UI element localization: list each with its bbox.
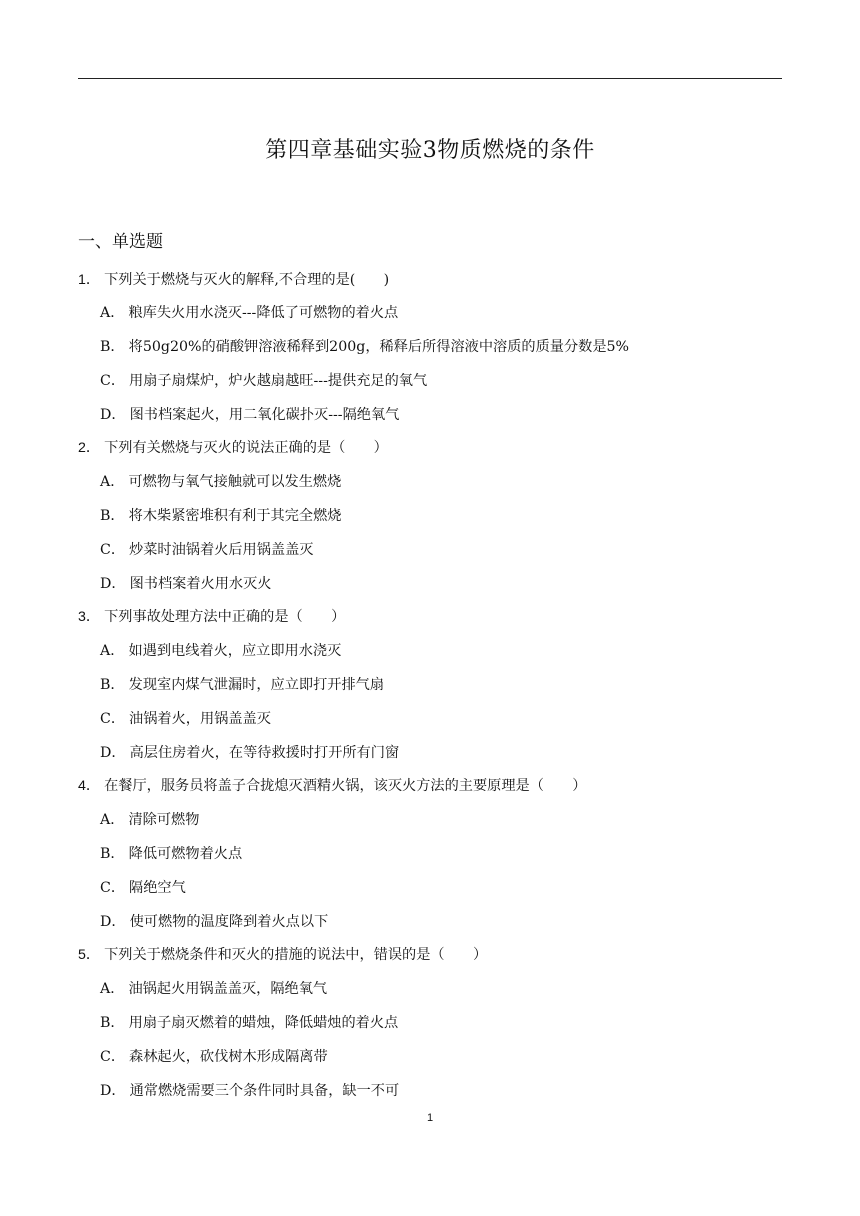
option-text: 可燃物与氧气接触就可以发生燃烧 — [128, 474, 342, 490]
option-letter: B． — [100, 1015, 125, 1031]
option-1c — [100, 371, 427, 391]
question-number: 1． — [78, 272, 101, 288]
question-3 — [78, 607, 345, 627]
option-text: 如遇到电线着火，应立即用水浇灭 — [128, 643, 342, 659]
option-4a — [100, 810, 199, 830]
option-text: 使可燃物的温度降到着火点以下 — [129, 914, 329, 930]
option-text: 用扇子扇灭燃着的蜡烛，降低蜡烛的着火点 — [128, 1015, 399, 1031]
option-text: 油锅着火，用锅盖盖灭 — [129, 711, 271, 727]
option-text: 炒菜时油锅着火后用锅盖盖灭 — [129, 542, 314, 558]
option-2d — [100, 574, 271, 594]
question-text: 下列关于燃烧条件和灭火的措施的说法中，错误的是（ ） — [104, 947, 488, 963]
option-5a — [100, 979, 327, 999]
question-number: 2． — [78, 440, 101, 456]
option-4b — [100, 844, 242, 864]
option-text: 图书档案起火，用二氧化碳扑灭---隔绝氧气 — [129, 407, 400, 423]
option-text: 高层住房着火，在等待救援时打开所有门窗 — [129, 745, 400, 761]
option-5b — [100, 1013, 398, 1033]
option-4d — [100, 912, 328, 932]
option-letter: D． — [100, 576, 126, 592]
option-3b — [100, 675, 384, 695]
option-5c — [100, 1047, 328, 1067]
option-text: 图书档案着火用水灭火 — [129, 576, 272, 592]
question-number: 3． — [78, 609, 101, 625]
option-2b — [100, 506, 341, 526]
option-1a — [100, 303, 398, 323]
question-4 — [78, 776, 586, 796]
option-letter: B． — [100, 677, 125, 693]
option-letter: D． — [100, 407, 126, 423]
question-number: 5． — [78, 947, 101, 963]
page-number: 1 — [426, 1112, 434, 1124]
option-letter: C． — [100, 1049, 126, 1065]
option-2c — [100, 540, 314, 560]
option-letter: C． — [100, 711, 126, 727]
question-number: 4． — [78, 778, 101, 794]
option-text: 用扇子扇煤炉，炉火越扇越旺---提供充足的氧气 — [129, 373, 428, 389]
page-title: 第四章基础实验3物质燃烧的条件 — [265, 138, 595, 163]
option-3c — [100, 709, 271, 729]
option-letter: A． — [100, 643, 125, 659]
option-letter: A． — [100, 812, 125, 828]
question-text: 下列事故处理方法中正确的是（ ） — [104, 609, 346, 625]
option-letter: A． — [100, 981, 125, 997]
option-letter: D． — [100, 1083, 126, 1099]
option-1b — [100, 337, 629, 357]
option-3a — [100, 641, 341, 661]
option-4c — [100, 878, 186, 898]
option-text: 将50g20%的硝酸钾溶液稀释到200g，稀释后所得溶液中溶质的质量分数是5% — [128, 339, 630, 355]
option-letter: A． — [100, 474, 125, 490]
option-text: 通常燃烧需要三个条件同时具备，缺一不可 — [129, 1083, 400, 1099]
option-letter: B． — [100, 508, 125, 524]
option-letter: A． — [100, 305, 125, 321]
question-5 — [78, 945, 487, 965]
option-text: 发现室内煤气泄漏时，应立即打开排气扇 — [128, 677, 385, 693]
option-text: 森林起火，砍伐树木形成隔离带 — [129, 1049, 328, 1065]
option-letter: B． — [100, 339, 125, 355]
option-text: 降低可燃物着火点 — [128, 846, 243, 862]
question-1 — [78, 270, 389, 290]
option-3d — [100, 743, 399, 763]
option-letter: C． — [100, 542, 126, 558]
option-text: 将木柴紧密堆积有利于其完全燃烧 — [128, 508, 342, 524]
option-letter: C． — [100, 373, 126, 389]
question-2 — [78, 438, 388, 458]
header-rule — [78, 78, 782, 79]
option-letter: D． — [100, 914, 126, 930]
option-2a — [100, 472, 341, 492]
option-text: 清除可燃物 — [128, 812, 200, 828]
question-text: 下列有关燃烧与灭火的说法正确的是（ ） — [104, 440, 388, 456]
option-text: 隔绝空气 — [129, 880, 186, 896]
option-letter: C． — [100, 880, 126, 896]
option-1d — [100, 405, 399, 425]
option-text: 粮库失火用水浇灭---降低了可燃物的着火点 — [128, 305, 399, 321]
section-heading: 一、单选题 — [78, 232, 163, 252]
question-text: 在餐厅，服务员将盖子合拢熄灭酒精火锅，该灭火方法的主要原理是（ ） — [104, 778, 587, 794]
option-letter: B． — [100, 846, 125, 862]
option-5d — [100, 1081, 399, 1101]
question-text: 下列关于燃烧与灭火的解释,不合理的是( ) — [104, 272, 390, 288]
option-text: 油锅起火用锅盖盖灭，隔绝氧气 — [128, 981, 328, 997]
option-letter: D． — [100, 745, 126, 761]
